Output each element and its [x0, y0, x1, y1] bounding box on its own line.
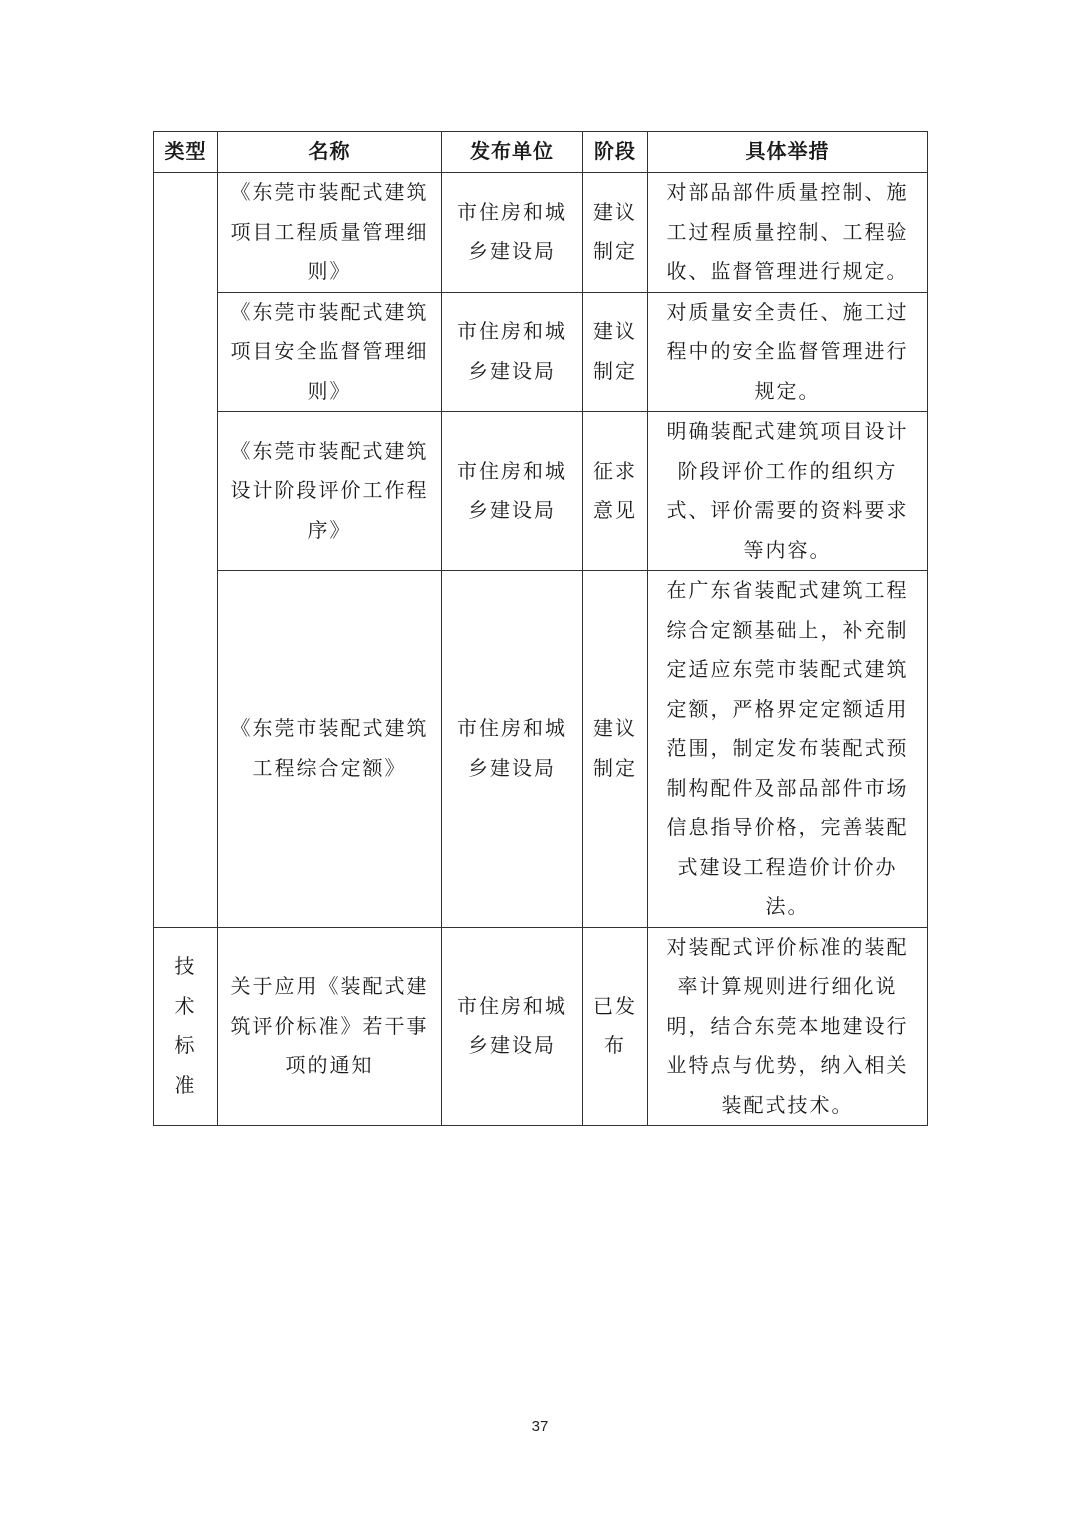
name-cell: 《东莞市装配式建筑工程综合定额》 [218, 571, 442, 928]
unit-cell: 市住房和城乡建设局 [442, 571, 583, 928]
measure-cell: 对装配式评价标准的装配率计算规则进行细化说明，结合东莞本地建设行业特点与优势，纳入相关装配式技术。 [648, 927, 928, 1126]
table-row [154, 571, 928, 928]
stage-cell: 建议制定 [583, 571, 648, 928]
measures-table [153, 131, 928, 1126]
measure-cell: 在广东省装配式建筑工程综合定额基础上，补充制定适应东莞市装配式建筑定额，严格界定定额适用范围，制定发布装配式预制构配件及部品部件市场信息指导价格，完善装配式建设工程造价计价办法。 [648, 571, 928, 928]
header-name: 名称 [218, 132, 442, 173]
page-number: 37 [531, 1418, 549, 1435]
table-row [154, 412, 928, 571]
unit-cell: 市住房和城乡建设局 [442, 173, 583, 293]
table-row [154, 927, 928, 1126]
measure-cell: 明确装配式建筑项目设计阶段评价工作的组织方式、评价需要的资料要求等内容。 [648, 412, 928, 571]
name-cell: 《东莞市装配式建筑项目工程质量管理细则》 [218, 173, 442, 293]
table-row [154, 173, 928, 293]
unit-cell: 市住房和城乡建设局 [442, 412, 583, 571]
stage-cell: 建议制定 [583, 292, 648, 412]
stage-cell: 建议制定 [583, 173, 648, 293]
type-cell: 技术标准 [154, 927, 218, 1126]
type-cell-empty [154, 173, 218, 928]
unit-cell: 市住房和城乡建设局 [442, 292, 583, 412]
header-type: 类型 [154, 132, 218, 173]
header-stage: 阶段 [583, 132, 648, 173]
stage-cell: 征求意见 [583, 412, 648, 571]
name-cell: 《东莞市装配式建筑设计阶段评价工作程序》 [218, 412, 442, 571]
unit-cell: 市住房和城乡建设局 [442, 927, 583, 1126]
table-row [154, 292, 928, 412]
measure-cell: 对部品部件质量控制、施工过程质量控制、工程验收、监督管理进行规定。 [648, 173, 928, 293]
header-unit: 发布单位 [442, 132, 583, 173]
name-cell: 《东莞市装配式建筑项目安全监督管理细则》 [218, 292, 442, 412]
header-measure: 具体举措 [648, 132, 928, 173]
stage-cell: 已发布 [583, 927, 648, 1126]
table-header-row [154, 132, 928, 173]
measure-cell: 对质量安全责任、施工过程中的安全监督管理进行规定。 [648, 292, 928, 412]
name-cell: 关于应用《装配式建筑评价标准》若干事项的通知 [218, 927, 442, 1126]
